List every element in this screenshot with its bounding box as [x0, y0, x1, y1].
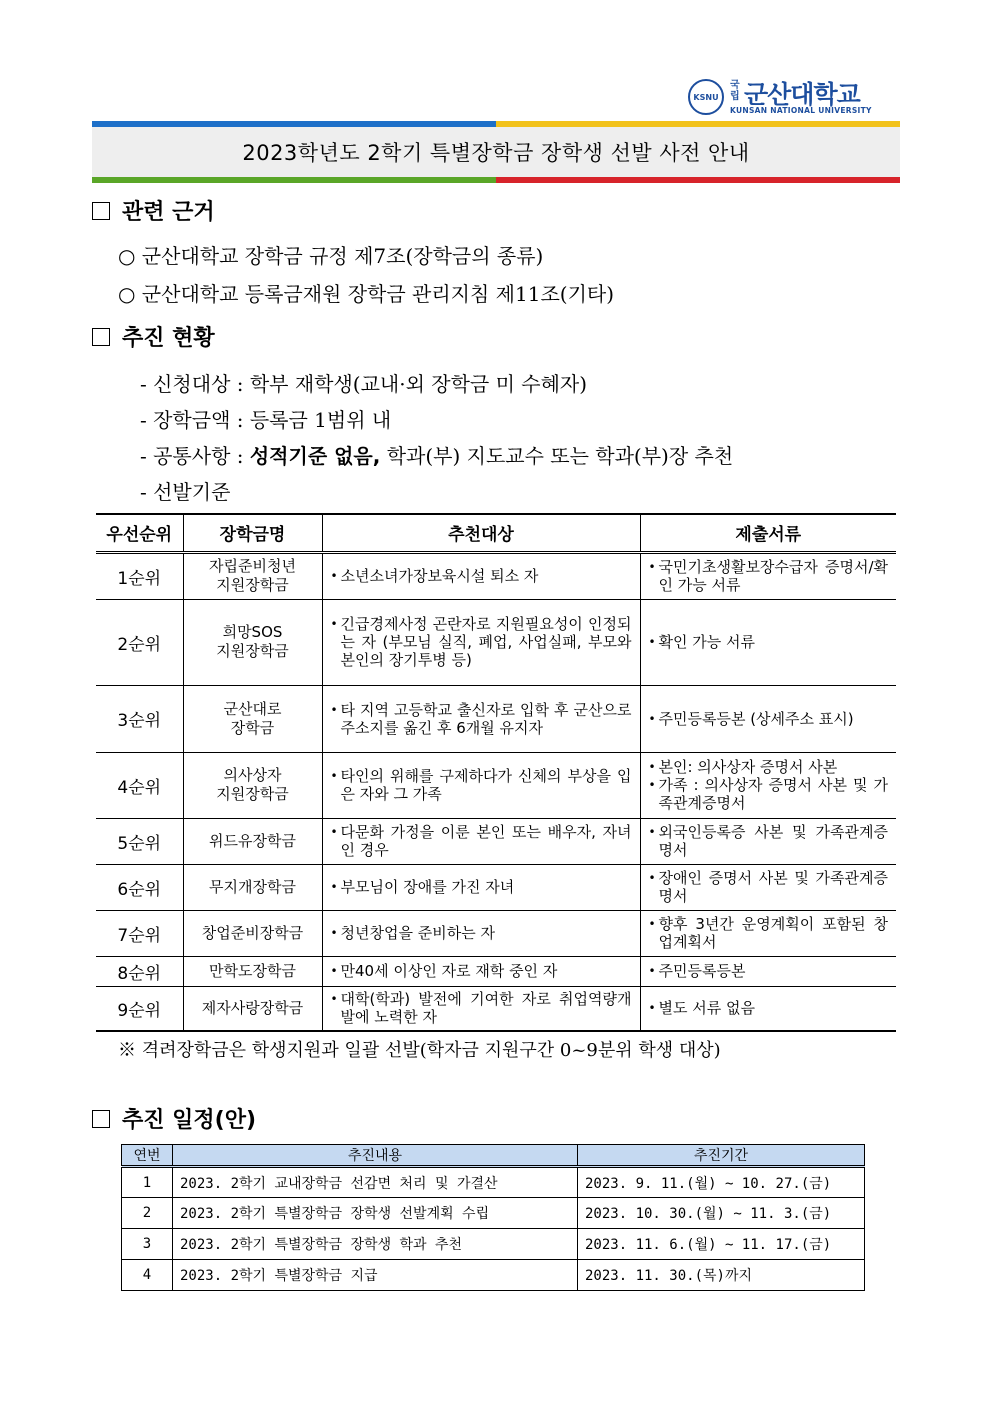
- table-row: 2 2023. 2학기 특별장학금 장학생 선발계획 수립 2023. 10. 30.(월) ~ 11. 3.(금): [122, 1198, 865, 1229]
- status-common: - 공통사항 : 성적기준 없음, 학과(부) 지도교수 또는 학과(부)장 추천: [140, 444, 734, 468]
- header-number: 연번: [122, 1145, 173, 1167]
- section-heading-status: 추진 현황: [92, 321, 215, 352]
- section-heading-schedule: 추진 일정(안): [92, 1103, 256, 1134]
- header-documents: 제출서류: [640, 514, 896, 552]
- basis-item: ○ 군산대학교 장학금 규정 제7조(장학금의 종류): [118, 244, 544, 268]
- status-criteria: - 선발기준: [140, 480, 231, 504]
- table-row: 1순위 자립준비청년 지원장학금 • 소년소녀가장보육시설 퇴소 자 • 국민기초생활보장수급자 증명서/확인 가능 서류: [96, 552, 896, 599]
- table-row: 4 2023. 2학기 특별장학금 지급 2023. 11. 30.(목)까지: [122, 1260, 865, 1291]
- table-row: 4순위 의사상자 지원장학금 • 타인의 위해를 구제하다가 신체의 부상을 입은 자와 그 가족 • 본인: 의사상자 증명서 사본 • 가족 : 의사상자 증명서 사본 및 가족관계증명서: [96, 752, 896, 818]
- checkbox-square-icon: [92, 202, 110, 220]
- banner-bottom-stripe: [92, 177, 900, 183]
- title-banner: [92, 121, 900, 183]
- checkbox-square-icon: [92, 1110, 110, 1128]
- header-rank: 우선순위: [96, 514, 183, 552]
- table-row: 7순위 창업준비장학금 • 청년창업을 준비하는 자 • 향후 3년간 운영계획이 포함된 창업계획서: [96, 910, 896, 956]
- table-footnote: ※ 격려장학금은 학생지원과 일괄 선발(학자금 지원구간 0~9분위 학생 대상): [118, 1040, 721, 1061]
- table-row: 9순위 제자사랑장학금 • 대학(학과) 발전에 기여한 자로 취업역량개발에 노력한 자 • 별도 서류 없음: [96, 986, 896, 1031]
- header-content: 추진내용: [173, 1145, 578, 1167]
- status-common-emphasis: 성적기준 없음,: [249, 444, 381, 468]
- logo-english-name: KUNSAN NATIONAL UNIVERSITY: [730, 106, 872, 115]
- university-logo: [688, 76, 893, 120]
- checkbox-square-icon: [92, 328, 110, 346]
- logo-university-name: 군산대학교: [744, 80, 860, 109]
- basis-item: ○ 군산대학교 등록금재원 장학금 관리지침 제11조(기타): [118, 282, 615, 306]
- schedule-table: [121, 1144, 865, 1291]
- table-row: 8순위 만학도장학금 • 만40세 이상인 자로 재학 중인 자 • 주민등록등본: [96, 956, 896, 986]
- table-header-row: [122, 1145, 865, 1167]
- status-amount: - 장학금액 : 등록금 1범위 내: [140, 408, 392, 432]
- status-target: - 신청대상 : 학부 재학생(교내·외 장학금 미 수혜자): [140, 372, 588, 396]
- section-heading-basis: 관련 근거: [92, 195, 215, 226]
- table-row: 1 2023. 2학기 교내장학금 선감면 처리 및 가결산 2023. 9. 11.(월) ~ 10. 27.(금): [122, 1167, 865, 1198]
- header-scholarship-name: 장학금명: [183, 514, 322, 552]
- table-row: 6순위 무지개장학금 • 부모님이 장애를 가진 자녀 • 장애인 증명서 사본 및 가족관계증명서: [96, 864, 896, 910]
- selection-criteria-table: [96, 513, 896, 1032]
- page-title: 2023학년도 2학기 특별장학금 장학생 선발 사전 안내: [242, 141, 750, 165]
- table-row: 2순위 희망SOS 지원장학금 • 긴급경제사정 곤란자로 지원필요성이 인정되는 자 (부모님 실직, 폐업, 사업실패, 부모와 본인의 장기투병 등) • 확인 가능 서류: [96, 599, 896, 685]
- table-row: 3순위 군산대로 장학금 • 타 지역 고등학교 출신자로 입학 후 군산으로 주소지를 옮긴 후 6개월 유지자 • 주민등록등본 (상세주소 표시): [96, 685, 896, 752]
- table-row: 3 2023. 2학기 특별장학금 장학생 학과 추천 2023. 11. 6.(월) ~ 11. 17.(금): [122, 1229, 865, 1260]
- university-seal-icon: KSNU: [688, 79, 724, 115]
- header-period: 추진기간: [578, 1145, 865, 1167]
- table-header-row: [96, 514, 896, 552]
- table-row: 5순위 위드유장학금 • 다문화 가정을 이룬 본인 또는 배우자, 자녀인 경우 • 외국인등록증 사본 및 가족관계증명서: [96, 818, 896, 864]
- logo-national-mark: 국립: [730, 80, 740, 102]
- header-target: 추천대상: [322, 514, 640, 552]
